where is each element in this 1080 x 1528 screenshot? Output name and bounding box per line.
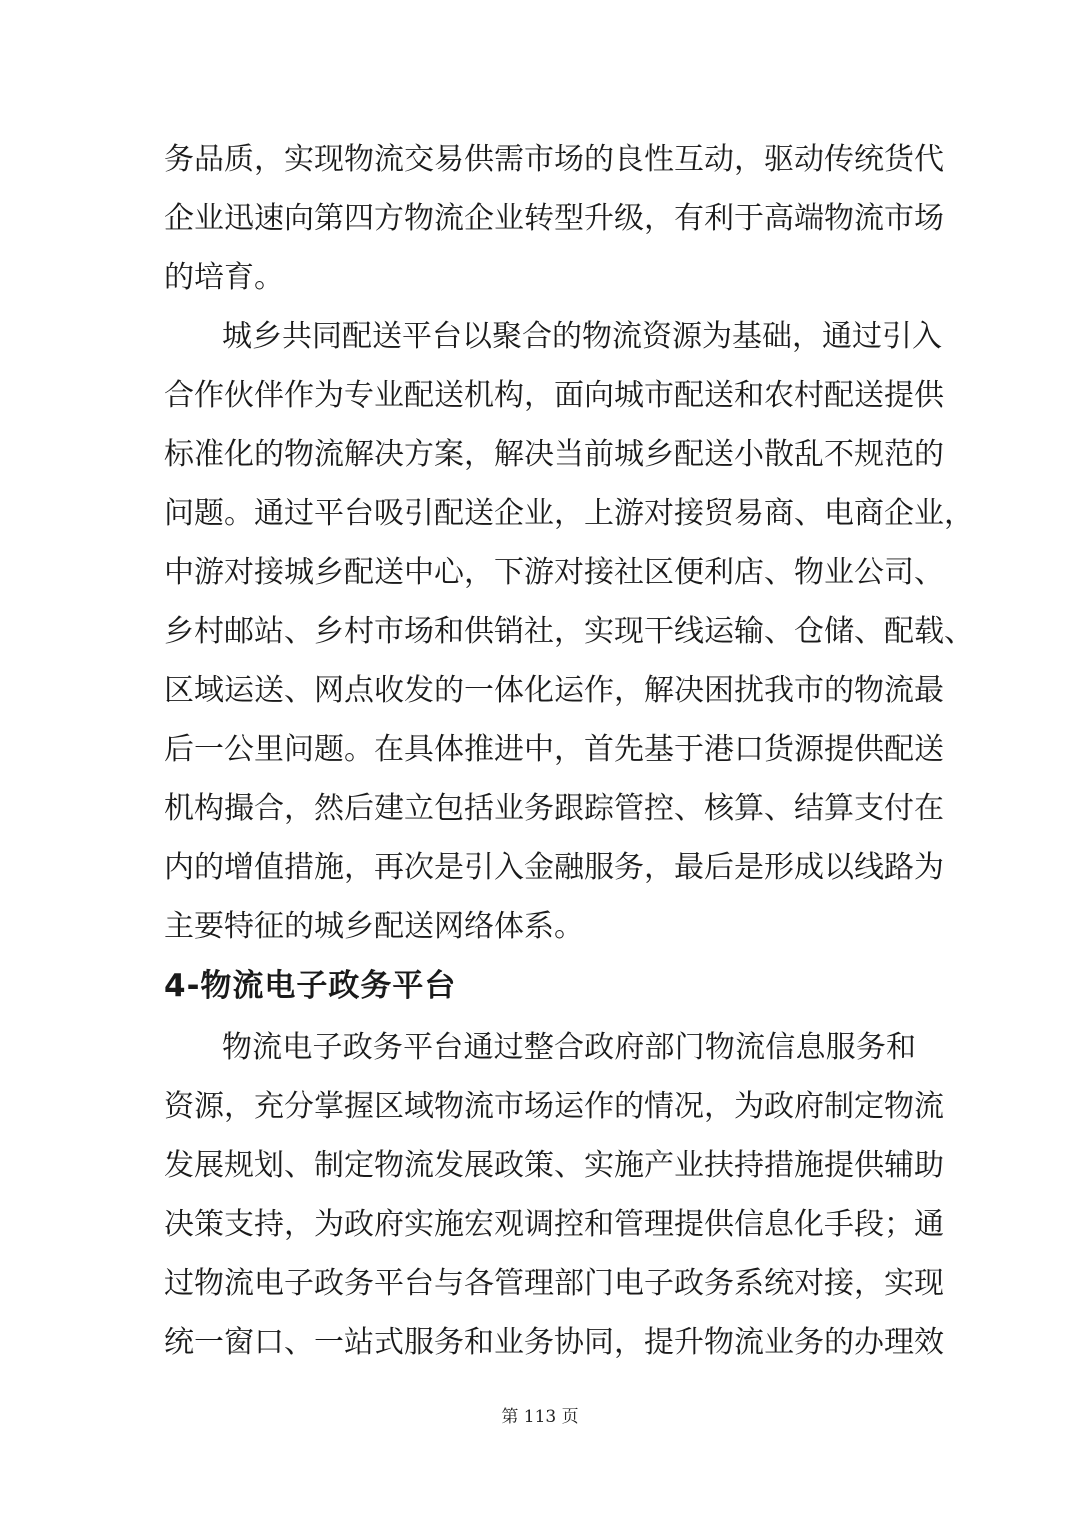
paragraph-2-line-3: 标准化的物流解决方案，解决当前城乡配送小散乱不规范的 bbox=[164, 437, 944, 472]
paragraph-3-line-5: 过物流电子政务平台与各管理部门电子政务系统对接，实现 bbox=[164, 1266, 944, 1301]
section-heading: 4-物流电子政务平台 bbox=[164, 968, 457, 1004]
paragraph-2-line-7: 区域运送、网点收发的一体化运作，解决困扰我市的物流最 bbox=[164, 673, 944, 708]
paragraph-2-line-5: 中游对接城乡配送中心，下游对接社区便利店、物业公司、 bbox=[164, 555, 944, 590]
paragraph-2-line-10: 内的增值措施，再次是引入金融服务，最后是形成以线路为 bbox=[164, 850, 944, 885]
paragraph-2-line-4: 问题。通过平台吸引配送企业，上游对接贸易商、电商企业， bbox=[164, 496, 974, 531]
paragraph-3-line-1: 物流电子政务平台通过整合政府部门物流信息服务和 bbox=[222, 1030, 916, 1065]
paragraph-2-line-6: 乡村邮站、乡村市场和供销社，实现干线运输、仓储、配载、 bbox=[164, 614, 974, 649]
paragraph-3-line-4: 决策支持，为政府实施宏观调控和管理提供信息化手段；通 bbox=[164, 1207, 944, 1242]
page-number: 第 113 页 bbox=[501, 1407, 579, 1427]
paragraph-2-line-8: 后一公里问题。在具体推进中，首先基于港口货源提供配送 bbox=[164, 732, 944, 767]
paragraph-3-line-3: 发展规划、制定物流发展政策、实施产业扶持措施提供辅助 bbox=[164, 1148, 944, 1183]
paragraph-2-line-1: 城乡共同配送平台以聚合的物流资源为基础，通过引入 bbox=[222, 319, 942, 354]
paragraph-1-line-3: 的培育。 bbox=[164, 260, 284, 295]
paragraph-1-line-1: 务品质，实现物流交易供需市场的良性互动，驱动传统货代 bbox=[164, 142, 944, 177]
paragraph-2-line-11: 主要特征的城乡配送网络体系。 bbox=[164, 909, 584, 944]
paragraph-1-line-2: 企业迅速向第四方物流企业转型升级，有利于高端物流市场 bbox=[164, 201, 944, 236]
paragraph-2-line-2: 合作伙伴作为专业配送机构，面向城市配送和农村配送提供 bbox=[164, 378, 944, 413]
paragraph-2-line-9: 机构撮合，然后建立包括业务跟踪管控、核算、结算支付在 bbox=[164, 791, 944, 826]
paragraph-3-line-2: 资源，充分掌握区域物流市场运作的情况，为政府制定物流 bbox=[164, 1089, 944, 1124]
paragraph-3-line-6: 统一窗口、一站式服务和业务协同，提升物流业务的办理效 bbox=[164, 1325, 944, 1360]
